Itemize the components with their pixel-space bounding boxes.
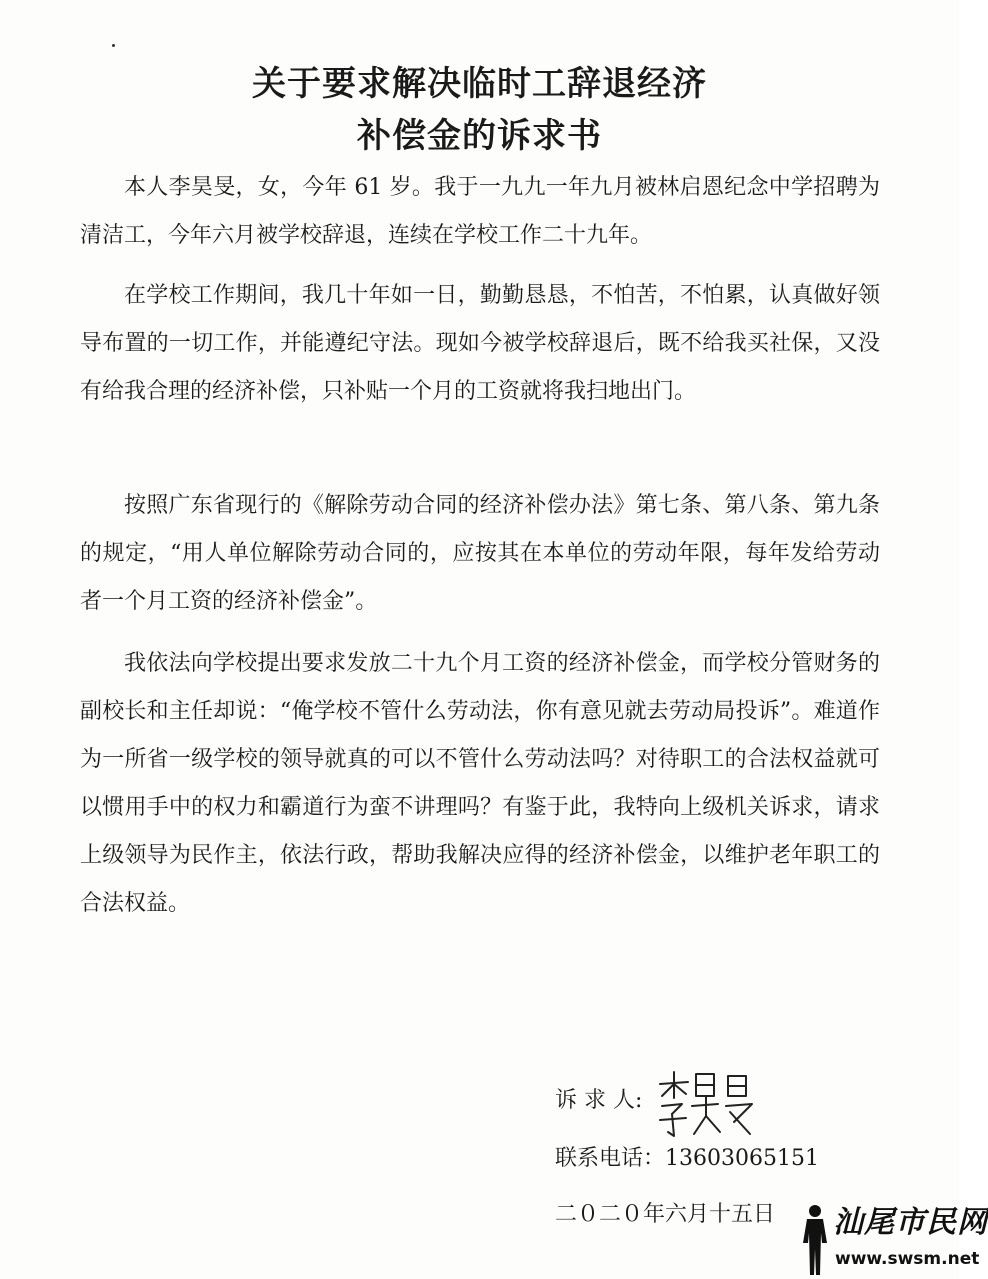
watermark-url: www.swsm.net bbox=[835, 1249, 980, 1269]
site-watermark bbox=[795, 1195, 988, 1277]
handwritten-signature bbox=[648, 1066, 768, 1146]
paragraph-1: 本人李昊旻，女，今年 61 岁。我于一九九一年九月被林启恩纪念中学招聘为清洁工，今年六月被学校辞退，连续在学校工作二十九年。 bbox=[80, 175, 880, 248]
scan-speck bbox=[112, 44, 115, 47]
silhouette-figure-icon bbox=[795, 1203, 835, 1277]
document-title-line-2: 补偿金的诉求书 bbox=[357, 116, 602, 156]
petitioner-label: 诉 求 人: bbox=[555, 1088, 643, 1113]
paragraph-3: 按照广东省现行的《解除劳动合同的经济补偿办法》第七条、第八条、第九条的规定，“用人单位解除劳动合同的，应按其在本单位的劳动年限，每年发给劳动者一个月工资的经济补偿金”。 bbox=[80, 493, 880, 614]
document-date: 二０二０年六月十五日 bbox=[555, 1202, 776, 1227]
paragraph-2: 在学校工作期间，我几十年如一日，勤勤恳恳，不怕苦，不怕累，认真做好领导布置的一切工作，并能遵纪守法。现如今被学校辞退后，既不给我买社保，又没有给我合理的经济补偿，只补贴一个月的工资就将我扫地出门。 bbox=[80, 283, 880, 404]
paragraph-4: 我依法向学校提出要求发放二十九个月工资的经济补偿金，而学校分管财务的副校长和主任却说：“俺学校不管什么劳动法，你有意见就去劳动局投诉”。难道作为一所省一级学校的领导就真的可以不管什么劳动法吗？对待职工的合法权益就可以惯用手中的权力和霸道行为蛮不讲理吗？有鉴于此，我特向上级机关诉求，请求上级领导为民作主，依法行政，帮助我解决应得的经济补偿金，以维护老年职工的合法权益。 bbox=[80, 651, 880, 916]
document-title-line-1: 关于要求解决临时工辞退经济 bbox=[252, 64, 707, 104]
contact-phone: 联系电话：13603065151 bbox=[555, 1146, 819, 1171]
watermark-site-name: 汕尾市民网 bbox=[833, 1205, 988, 1240]
